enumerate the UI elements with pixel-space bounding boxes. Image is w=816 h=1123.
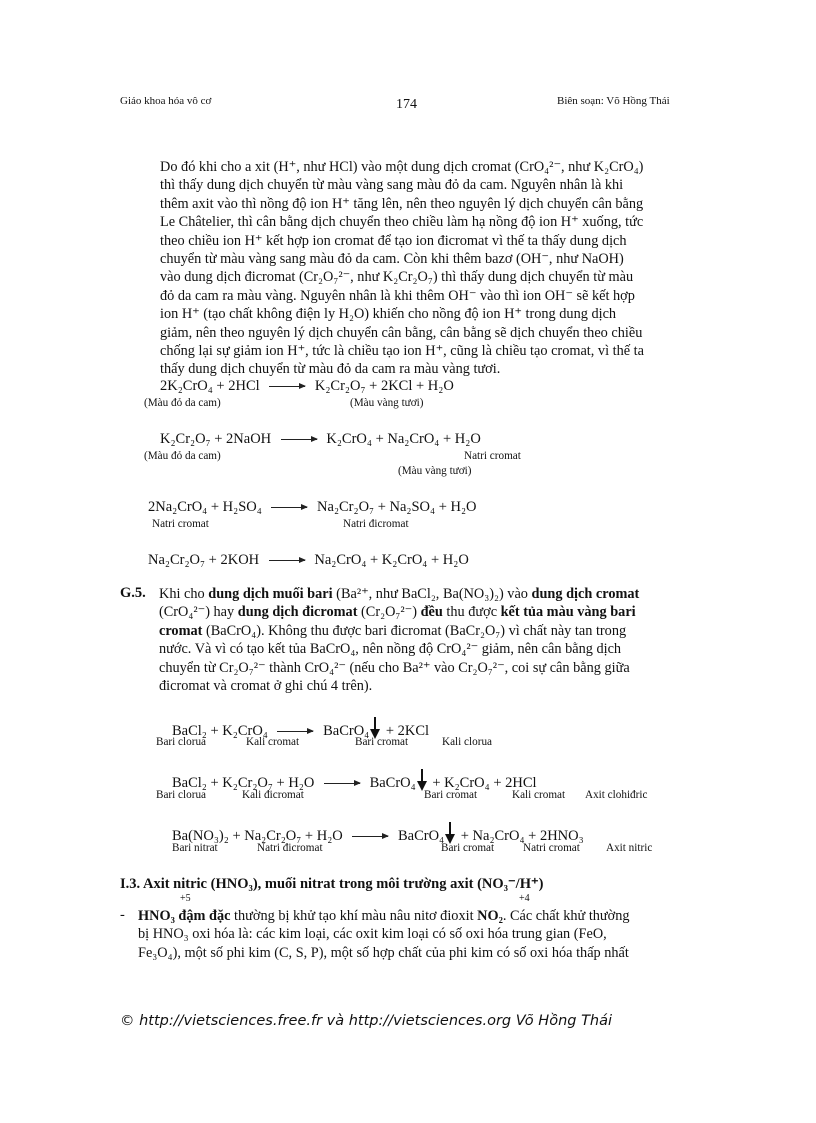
paragraph-hno3 <box>138 907 698 962</box>
eq-label: (Màu đỏ da cam) <box>144 397 221 409</box>
eq-reactants: BaCl₂ + K₂Cr₂O₇ + H₂O <box>172 775 315 791</box>
eq-product-precipitate: BaCrO₄ <box>397 828 445 844</box>
eq-label: Natri đicromat <box>343 518 409 530</box>
eq-reactants: Na₂Cr₂O₇ + 2KOH <box>148 552 260 568</box>
eq-products: + K₂CrO₄ + 2HCl <box>432 775 537 791</box>
text-line: cromat (BaCrO₄). Không thu được bari đicromat (BaCr₂O₇) vì chất này tan trong <box>159 622 627 639</box>
text-line: bị HNO₃ oxi hóa là: các kim loại, các oxit kim loại có số oxi hóa trung gian (FeO, <box>138 926 607 943</box>
text-line: Khi cho dung dịch muối bari (Ba²⁺, như BaCl₂, Ba(NO₃)₂) vào dung dịch cromat <box>159 586 640 602</box>
eq-reactants: K₂Cr₂O₇ + 2NaOH <box>160 431 272 447</box>
eq-label: Axit clohiđric <box>585 789 648 801</box>
eq-product-precipitate: BaCrO₄ <box>369 775 416 791</box>
reaction-arrow-icon <box>277 731 313 732</box>
reaction-arrow-icon <box>269 386 305 387</box>
text-line: thấy dung dịch chuyển từ màu đỏ da cam ra màu vàng tươi. <box>160 361 501 378</box>
eq-label: Natri đicromat <box>257 842 323 854</box>
equation-7 <box>172 822 584 845</box>
eq-label: (Màu vàng tươi) <box>350 397 424 409</box>
eq-products: + Na₂CrO₄ + 2HNO₃ <box>460 828 584 844</box>
eq-label: Kali clorua <box>442 736 493 748</box>
text-line: Fe₃O₄), một số phi kim (C, S, P), một số hợp chất của phi kim có số oxi hóa thấp nhất <box>138 944 629 961</box>
text-line: chống lại sự giảm ion H⁺, tức là chiều tạo ion H⁺, cũng là chiều tạo cromat, vì thế ta <box>160 343 644 360</box>
precipitate-arrow-icon <box>417 769 427 791</box>
eq-label: Kali cromat <box>512 789 566 801</box>
page-number: 174 <box>396 97 417 112</box>
eq-label: Axit nitric <box>606 842 653 854</box>
text-line: chuyển từ Cr₂O₇²⁻ thành CrO₄²⁻ (nếu cho Ba²⁺ vào Cr₂O₇²⁻, coi sự cân bằng giữa <box>159 659 630 676</box>
header-left: Giáo khoa hóa vô cơ <box>120 95 212 107</box>
eq-label: Natri cromat <box>152 518 209 530</box>
text-line: giảm, nên theo nguyên lý dịch chuyển cân bằng, cân bằng sẽ dịch chuyển theo chiều <box>160 324 643 341</box>
eq-label: (Màu đỏ da cam) <box>144 450 221 462</box>
text-line: đicromat và cromat ở ghi chú 4 trên). <box>159 678 373 695</box>
text-line: theo chiều ion H⁺ kết hợp ion cromat để tạo ion đicromat vì thế ta thấy dung dịch <box>160 232 627 249</box>
bullet-mark: - <box>120 907 125 923</box>
equation-2 <box>160 431 481 448</box>
text-line: đỏ da cam ra màu vàng. Nguyên nhân là khi thêm OH⁻ vào thì ion OH⁻ sẽ kết hợp <box>160 287 635 304</box>
eq-label: Kali cromat <box>246 736 300 748</box>
text-line: thì thấy dung dịch chuyển từ màu vàng sang màu đỏ da cam. Nguyên nhân là khi <box>160 177 624 194</box>
reaction-arrow-icon <box>271 507 307 508</box>
text-line: Do đó khi cho a xit (H⁺, như HCl) vào một dung dịch cromat (CrO₄²⁻, như K₂CrO₄) <box>160 159 644 175</box>
eq-label: Bari cromat <box>424 789 478 801</box>
eq-label: Bari nitrat <box>172 842 218 854</box>
eq-label: (Màu vàng tươi) <box>398 465 472 477</box>
precipitate-arrow-icon <box>445 822 455 844</box>
header-right: Biên soạn: Võ Hồng Thái <box>557 95 670 107</box>
eq-products: + 2KCl <box>385 723 430 739</box>
eq-label: Bari clorua <box>156 789 207 801</box>
reaction-arrow-icon <box>281 439 317 440</box>
reaction-arrow-icon <box>352 836 388 837</box>
eq-label: Kali đicromat <box>242 789 304 801</box>
reaction-arrow-icon <box>324 783 360 784</box>
section-tag-g5: G.5. <box>120 585 146 601</box>
eq-label: Bari cromat <box>355 736 409 748</box>
eq-label: Bari clorua <box>156 736 207 748</box>
text-line: (CrO₄²⁻) hay dung dịch đicromat (Cr₂O₇²⁻) đều thu được kết tủa màu vàng bari <box>159 604 636 621</box>
reaction-arrow-icon <box>269 560 305 561</box>
eq-products: K₂Cr₂O₇ + 2KCl + H₂O <box>314 378 454 394</box>
oxidation-state: +4 <box>519 893 530 904</box>
text-line: Le Châtelier, thì cân bằng dịch chuyển theo chiều làm hạ nồng độ ion H⁺ xuống, tức <box>160 214 644 231</box>
equation-3 <box>148 499 477 516</box>
eq-label: Natri cromat <box>464 450 521 462</box>
text-line: HNO₃ đậm đặc thường bị khử tạo khí màu nâu nitơ đioxit NO₂. Các chất khử thường <box>138 908 630 924</box>
eq-reactants: BaCl₂ + K₂CrO₄ <box>172 723 268 739</box>
paragraph-cromat-dicromat <box>160 158 698 379</box>
paragraph-g5 <box>159 585 698 695</box>
section-title-i3: I.3. Axit nitric (HNO₃), muối nitrat trong môi trường axit (NO₃⁻/H⁺) <box>120 876 544 892</box>
eq-label: Bari cromat <box>441 842 495 854</box>
eq-products: Na₂CrO₄ + K₂CrO₄ + H₂O <box>314 552 469 568</box>
equation-6 <box>172 769 537 792</box>
eq-reactants: 2K₂CrO₄ + 2HCl <box>160 378 260 394</box>
text-line: chuyển từ màu vàng sang màu đỏ da cam. Còn khi thêm bazơ (OH⁻, như NaOH) <box>160 251 624 268</box>
eq-label: Natri cromat <box>523 842 580 854</box>
text-line: thêm axit vào thì nồng độ ion H⁺ tăng lên, nên theo nguyên lý dịch chuyển cân bằng <box>160 195 644 212</box>
equation-4 <box>148 552 469 569</box>
footer-credit: © http://vietsciences.free.fr và http://vietsciences.org Võ Hồng Thái <box>120 1013 613 1029</box>
eq-reactants: Ba(NO₃)₂ + Na₂Cr₂O₇ + H₂O <box>172 828 343 844</box>
oxidation-state: +5 <box>180 893 191 904</box>
eq-reactants: 2Na₂CrO₄ + H₂SO₄ <box>148 499 262 515</box>
text-line: nước. Và vì có tạo kết tủa BaCrO₄, nên nồng độ CrO₄²⁻ giảm, nên cân bằng dịch <box>159 641 622 658</box>
eq-products: K₂CrO₄ + Na₂CrO₄ + H₂O <box>326 431 481 447</box>
text-line: ion H⁺ (tạo chất không điện ly H₂O) khiến cho nồng độ ion H⁺ trong dung dịch <box>160 306 617 323</box>
eq-product-precipitate: BaCrO₄ <box>323 723 370 739</box>
text-line: vào dung dịch đicromat (Cr₂O₇²⁻, như K₂Cr₂O₇) thì thấy dung dịch chuyển từ màu <box>160 269 634 286</box>
equation-1 <box>160 378 454 395</box>
eq-products: Na₂Cr₂O₇ + Na₂SO₄ + H₂O <box>317 499 477 515</box>
